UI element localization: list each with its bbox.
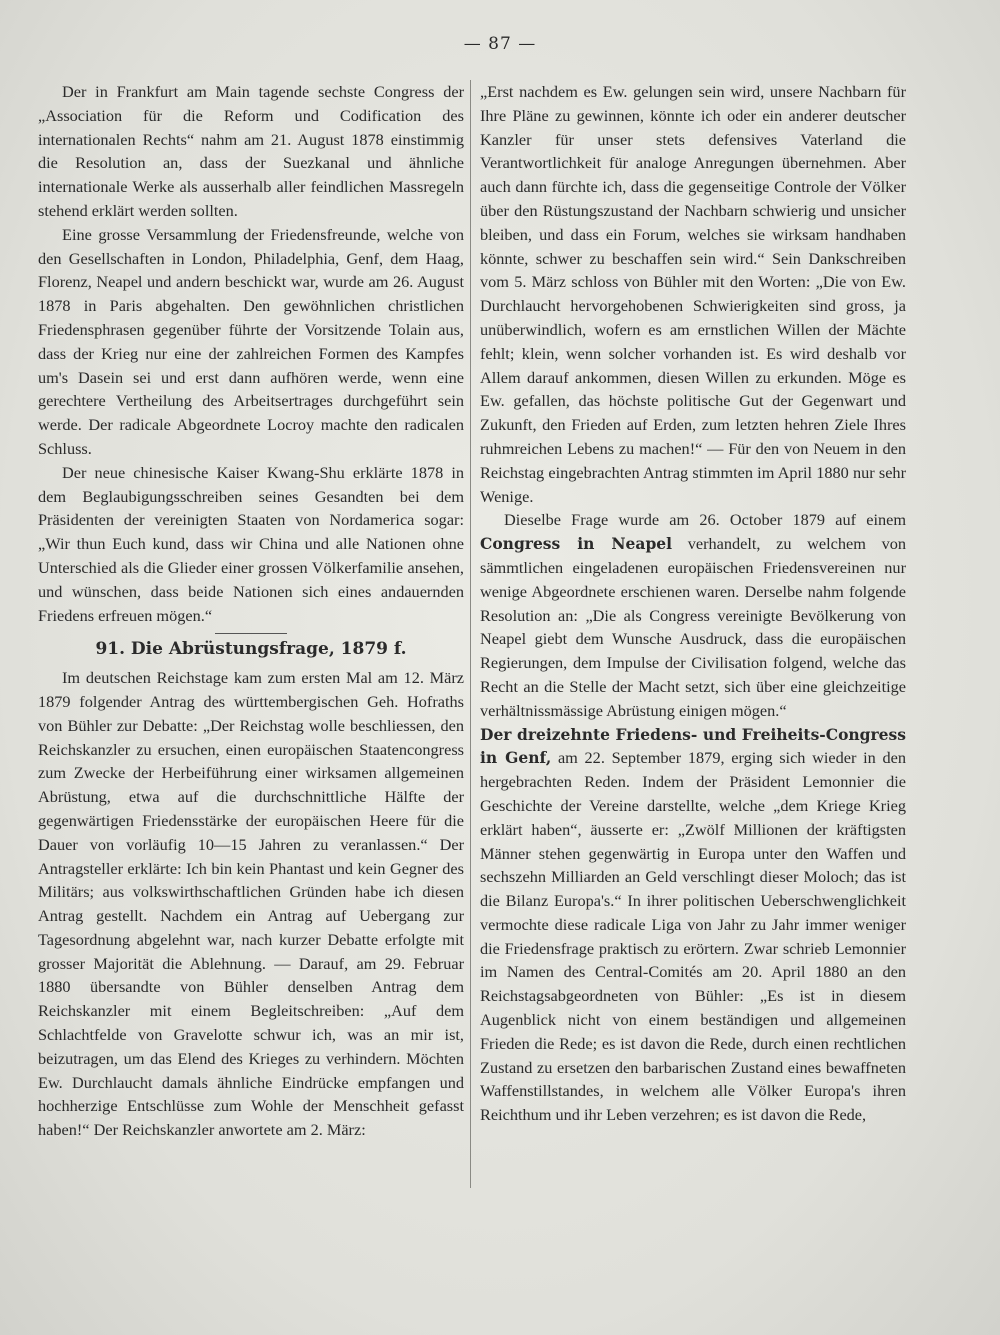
column-divider	[470, 80, 471, 1188]
right-column	[480, 80, 906, 1127]
paragraph-peace-assembly-paris: Eine grosse Versammlung der Friedensfreunde, welche von den Gesellschaften in London, Philadelphia, Genf, dem Haag, Florenz, Neapel und andern beschickt war, wurde am 26. August 1878 in Paris abgehalten. Den gewöhnlichen christlichen Friedensphrasen gegenüber führte der Vorsitzende Tolain aus, dass der Krieg nur eine der zahlreichen Formen des Kampfes um's Dasein sei und erst dann aufhören werde, wenn eine gerechtere Vertheilung des Arbeitsertrages durchgeführt sein werde. Der radicale Abgeordnete Locroy machte den radicalen Schluss.	[38, 224, 464, 458]
paragraph-chancellor-reply: „Erst nachdem es Ew. gelungen sein wird, unsere Nachbarn für Ihre Pläne zu gewinnen, könnte ich oder ein anderer deutscher Kanzler für unser stets defensives Vaterland die Verantwortlichkeit für analoge Anregungen übernehmen. Aber auch dann fürchte ich, dass die gegenseitige Controle der Völker über den Rüstungszustand der Nachbarn schwierig und unsicher bleiben, und dass ein Forum, welches sie wirksam handhaben könnte, schwer zu beschaffen sein wird.“ Sein Dankschreiben vom 5. März schloss von Bühler mit den Worten: „Die von Ew. Durchlaucht hervorgehobenen Schwierigkeiten sind gross, ja unüberwindlich, wofern es am ernstlichen Willen der Mächte fehlt; klein, wenn solcher vorhanden ist. Es wird deshalb vor Allem darauf ankommen, diesen Willen zu erkunden. Möge es Ew. gefallen, das höchste politische Gut der Gegenwart und Zukunft, den Frieden auf Erden, zum letzten hehren Ziele Ihres ruhmreichen Lebens zu machen!“ — Für den von Neuem in den Reichstag eingebrachten Antrag stimmten im April 1880 nur sehr Wenige.	[480, 82, 906, 506]
paragraph-congress-frankfurt: Der in Frankfurt am Main tagende sechste Congress der „Association für die Reform und Codification des internationalen Rechts“ nahm am 21. August 1878 einstimmig die Resolution an, dass der Suezkanal und ähnliche internationale Werke als ausserhalb aller feindlichen Massregeln stehend erklärt werden sollten.	[38, 82, 464, 220]
section-heading: 91. Die Abrüstungsfrage, 1879 f.	[95, 639, 407, 660]
congress-neapel-emphasis: Congress in Neapel	[480, 534, 673, 554]
paragraph-chinese-emperor: Der neue chinesische Kaiser Kwang-Shu erklärte 1878 in dem Beglaubigungsschreiben seines Gesandten bei dem Präsidenten der vereinigten Staaten von Nordamerica sogar: „Wir thun Euch kund, dass wir China und alle Nationen ohne Unterschied als die Glieder einer grossen Völkerfamilie ansehen, und wünschen, dass beide Nationen sich eines andauernden Friedens erfreuen mögen.“	[38, 462, 464, 625]
paragraph-reichstag-motion: Im deutschen Reichstage kam zum ersten Mal am 12. März 1879 folgender Antrag des württembergischen Geh. Hofraths von Bühler zur Debatte: „Der Reichstag wolle beschliessen, den Reichskanzler zu ersuchen, einen europäischen Staatencongress zum Zwecke der Herbeiführung einer wirksamen allgemeinen Abrüstung, etwa auf die durchschnittliche Hälfte der gegenwärtigen Friedensstärke der europäischen Heere für die Dauer von vorläufig 10—15 Jahren zu veranlassen.“ Der Antragsteller erklärte: Ich bin kein Phantast und kein Gegner des Militärs; aus volkswirthschaftlichen Gründen habe ich diesen Antrag gestellt. Nachdem ein Antrag auf Uebergang zur Tagesordnung abgelehnt war, nach kurzer Debatte erfolgte mit grosser Majorität die Ablehnung. — Darauf, am 29. Februar 1880 übersandte von Bühler denselben Antrag dem Reichskanzler mit einem Begleitschreiben: „Auf dem Schlachtfelde von Gravelotte schwur ich, was an mir ist, beizutragen, um das Elend des Krieges zu verhindern. Möchten Ew. Durchlaucht damals ähnliche Eindrücke empfangen und hochherzige Entschlüsse zum Wohle der Menschheit gefasst haben!“ Der Reichskanzler anwortete am 2. März:	[38, 668, 464, 1140]
paragraph-congress-neapel	[480, 508, 906, 722]
paragraph-congress-genf	[480, 723, 906, 1128]
page-number: — 87 —	[463, 34, 537, 54]
section-divider	[215, 633, 287, 634]
left-column	[38, 80, 464, 1142]
paragraph-congress-genf-text: am 22. September 1879, erging sich wieder in den hergebrachten Reden. Indem der Präsident Lemonnier die Geschichte der Vereine darstellte, welche „dem Kriege Krieg erklärt haben“, äusserte er: „Zwölf Millionen der kräftigsten Männer stehen gegenwärtig in Europa unter den Waffen und sechszehn Milliarden an Geld verschlingt dieser Moloch; das ist die Bilanz Europa's.“ In ihrer politischen Ueberschwenglichkeit vermochte diese radicale Liga von Jahr zu Jahr immer weniger die Friedensfrage praktisch zu erörtern. Zwar schrieb Lemonnier im Namen des Central-Comités am 20. April 1880 an den Reichstagsabgeordneten von Bühler: „Es ist in diesem Augenblick nicht von einem beständigen und allgemeinen Frieden die Rede; es ist davon die Rede, durch einen rechtlichen Zustand zu ersetzen den barbarischen Zustand eines bewaffneten Waffenstillstandes, in welchem alle Völker Europa's ihren Reichthum und ihr Leben verzehren; es ist davon die Rede,	[480, 748, 906, 1125]
paragraph-congress-neapel-text-a: Dieselbe Frage wurde am 26. October 1879 auf einem	[504, 510, 906, 530]
congress-genf-emphasis: Der dreizehnte Friedens- und Freiheits-Congress in Genf,	[480, 724, 906, 768]
paragraph-congress-neapel-text-b: verhandelt, zu welchem von sämmtlichen eingeladenen europäischen Friedensvereinen nur wenige Abgeordnete erschienen waren. Derselbe nahm folgende Resolution an: „Die als Congress vereinigte Bevölkerung von Neapel giebt dem Wunsche Ausdruck, dass die europäischen Regierungen, dem Impulse der Civilisation folgend, welche das Recht an die Stelle der Macht setzt, sich über eine gleichzeitige verhältnissmässige Abrüstung einigen mögen.“	[480, 534, 906, 720]
